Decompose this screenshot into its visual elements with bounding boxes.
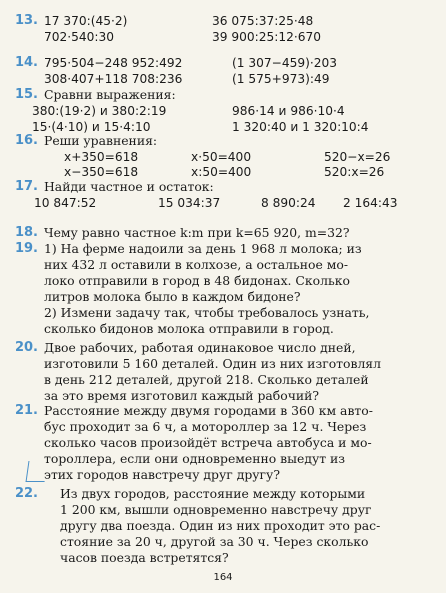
problem-text: другу два поезда. Один из них проходит это рас-: [60, 518, 381, 533]
problem-text: Расстояние между двумя городами в 360 км авто-: [44, 403, 373, 418]
problem-number: 21.: [14, 403, 38, 418]
equation: 520:x=26: [324, 165, 385, 179]
problem-text: за это время изготовил каждый рабочий?: [44, 388, 320, 403]
problem-text: изготовили 5 160 деталей. Один из них изготовлял: [44, 356, 381, 371]
expression: 702·540:30: [44, 30, 115, 44]
expression: 15·(4·10) и 15·4:10: [32, 120, 151, 134]
expression: 17 370:(45·2): [44, 14, 128, 28]
problem-number: 15.: [14, 87, 38, 102]
problem-number: 13.: [14, 13, 38, 28]
expression: 2 164:43: [343, 196, 398, 210]
problem-text: 2) Измени задачу так, чтобы требовалось узнать,: [44, 305, 370, 320]
problem-text: Из двух городов, расстояние между которыми: [60, 486, 366, 501]
problem-number: 16.: [14, 133, 38, 148]
problem-text: часов поезда встретятся?: [60, 550, 229, 565]
problem-text: Двое рабочих, работая одинаковое число дней,: [44, 340, 356, 355]
expression: 15 034:37: [158, 196, 221, 210]
expression: 1 320:40 и 1 320:10:4: [232, 120, 369, 134]
problem-text: сколько бидонов молока отправили в город.: [44, 321, 334, 336]
problem-text: бус проходит за 6 ч, а мотороллер за 12 ч. Через: [44, 419, 367, 434]
problem-number: 20.: [14, 340, 38, 355]
problem-number: 19.: [14, 241, 38, 256]
problem-text: локо отправили в город в 48 бидонах. Сколько: [44, 273, 350, 288]
problem-text: этих городов навстречу друг другу?: [44, 467, 280, 482]
equation: x−350=618: [64, 165, 139, 179]
equation: x+350=618: [64, 150, 139, 164]
equation: x·50=400: [191, 150, 252, 164]
problem-text: них 432 л оставили в колхозе, а остальное мо-: [44, 257, 349, 272]
problem-text: тороллера, если они одновременно выедут из: [44, 451, 346, 466]
problem-text: литров молока было в каждом бидоне?: [44, 289, 301, 304]
problem-number: 14.: [14, 55, 38, 70]
expression: 986·14 и 986·10·4: [232, 104, 345, 118]
expression: 39 900:25:12·670: [212, 30, 322, 44]
expression: 795·504−248 952:492: [44, 56, 183, 70]
expression: (1 307−459)·203: [232, 56, 338, 70]
equation: 520−x=26: [324, 150, 391, 164]
problem-text: 1) На ферме надоили за день 1 968 л молока; из: [44, 241, 362, 256]
expression: 10 847:52: [34, 196, 97, 210]
problem-text: Чему равно частное k:m при k=65 920, m=32?: [44, 225, 350, 240]
problem-text: Найди частное и остаток:: [44, 179, 214, 194]
problem-number: 17.: [14, 179, 38, 194]
expression: 380:(19·2) и 380:2:19: [32, 104, 167, 118]
problem-text: 1 200 км, вышли одновременно навстречу друг: [60, 502, 372, 517]
expression: 308·407+118 708:236: [44, 72, 183, 86]
equation: x:50=400: [191, 165, 252, 179]
problem-number: 22.: [14, 486, 38, 501]
expression: (1 575+973):49: [232, 72, 330, 86]
problem-number: 18.: [14, 225, 38, 240]
problem-text: сколько часов произойдёт встреча автобуса и мо-: [44, 435, 372, 450]
problem-text: в день 212 деталей, другой 218. Сколько деталей: [44, 372, 369, 387]
page-number: 164: [213, 572, 233, 583]
problem-text: стояние за 20 ч, другой за 30 ч. Через сколько: [60, 534, 369, 549]
problem-text: Реши уравнения:: [44, 133, 158, 148]
handwritten-tick-mark: [26, 461, 48, 482]
problem-text: Сравни выражения:: [44, 87, 176, 102]
expression: 36 075:37:25·48: [212, 14, 314, 28]
expression: 8 890:24: [261, 196, 316, 210]
